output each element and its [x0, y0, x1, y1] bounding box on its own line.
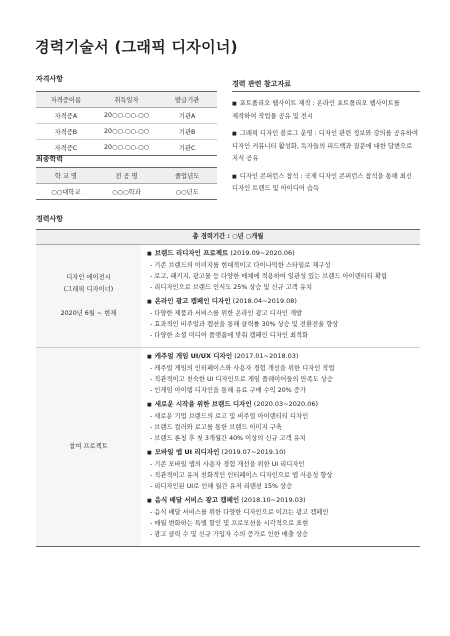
career-row-company	[36, 245, 420, 348]
cert-date: 20○○.○○.○○	[96, 140, 158, 156]
edu-header: 전 공 명	[96, 168, 158, 184]
bullet-icon: ■	[147, 498, 152, 504]
certs-table	[36, 91, 217, 156]
ref-text: 디자인 콘퍼런스 참석 : 국제 디자인 콘퍼런스 참석을 통해 최신 디자인 트렌드 및 아이디어 습득	[232, 172, 412, 192]
table-row	[36, 108, 217, 124]
project-date: (2018.10~2019.03)	[241, 496, 306, 504]
project-title: 모바일 앱 UI 리디자인	[154, 448, 220, 456]
project-point: - 직관적이고 유저 친화적인 인터페이스 디자인으로 앱 사용성 향상	[150, 472, 333, 479]
project-date: (2018.04~2019.08)	[232, 297, 297, 305]
project-point: - 기존 모바일 앱의 사용자 경험 개선을 위한 UI 리디자인	[150, 461, 305, 468]
ref-text: 포트폴리오 웹사이트 제작 : 온라인 포트폴리오 웹사이트를 제작하여 작업물 공유 및 전시	[232, 100, 400, 120]
project-list	[141, 348, 420, 546]
project-point: - 브랜드 컬러와 로고를 통한 브랜드 이미지 구축	[150, 424, 282, 431]
edu-header: 학 교 명	[36, 168, 96, 184]
list-item	[147, 447, 420, 492]
edu-heading: 최종학력	[36, 155, 64, 163]
project-date: (2019.07~2019.10)	[221, 448, 286, 456]
refs-heading: 경력 관련 참고자료	[232, 80, 291, 88]
edu-year: ○○년도	[157, 184, 217, 200]
cert-date: 20○○.○○.○○	[96, 124, 158, 140]
bullet-icon: ■	[232, 131, 237, 137]
career-row-projects	[36, 348, 420, 547]
project-point: - 매월 변화하는 특별 할인 및 프로모션을 시각적으로 표현	[150, 520, 309, 527]
cert-date: 20○○.○○.○○	[96, 108, 158, 124]
bullet-icon: ■	[147, 402, 152, 408]
list-item	[147, 495, 420, 540]
bullet-icon: ■	[232, 173, 237, 180]
cert-issuer: 기관C	[157, 140, 217, 156]
cert-issuer: 기관B	[157, 124, 217, 140]
bullet-icon: ■	[147, 450, 152, 456]
cert-issuer: 기관A	[157, 108, 217, 124]
ref-text: 그래픽 디자인 블로그 운영 : 디자인 관련 정보와 강의를 공유하여 디자인 커뮤니티 활성화, 독자들의 피드백과 질문에 대한 답변으로 지식 공유	[232, 130, 419, 162]
project-point: - 인게임 아이템 디자인을 통해 유료 구매 수익 20% 증가	[150, 387, 306, 394]
project-point: - 직관적이고 친숙한 UI 디자인으로 게임 플레이어들의 만족도 상승	[150, 376, 333, 383]
bullet-icon: ■	[147, 251, 152, 257]
table-row	[36, 140, 217, 156]
certs-heading: 자격사항	[36, 75, 64, 83]
list-item	[147, 351, 420, 396]
bullet-icon: ■	[232, 101, 237, 107]
table-row	[36, 184, 217, 200]
certs-header: 취득일자	[96, 92, 158, 108]
project-date: (2020.03~2020.06)	[253, 400, 319, 408]
certs-header: 발급기관	[157, 92, 217, 108]
projects-label-cell	[36, 348, 141, 546]
project-title: 새로운 시작을 위한 브랜드 디자인	[154, 400, 252, 408]
project-list	[141, 245, 420, 347]
company-name: 디자인 에이전시	[66, 274, 111, 281]
company-cell	[36, 245, 141, 347]
project-point: - 효과적인 비주얼과 캡션을 통해 클릭률 30% 상승 및 전환전율 향상	[150, 321, 339, 328]
project-title: 음식 배달 서비스 광고 캠페인	[154, 496, 240, 504]
edu-school: ○○대학교	[36, 184, 96, 200]
list-item	[232, 128, 420, 166]
career-heading: 경력사항	[36, 215, 64, 223]
project-point: - 다양한 제품과 서비스를 위한 온라인 광고 디자인 개발	[150, 310, 303, 317]
career-table	[36, 229, 420, 547]
list-item	[147, 248, 420, 293]
company-position: (그래픽 디자이너)	[63, 286, 114, 293]
cert-name: 자격증A	[36, 108, 96, 124]
project-point: - 리디자인된 UI로 인해 월간 유저 리텐션 15% 상승	[150, 483, 293, 490]
project-point: - 음식 배달 서비스를 위한 다양한 디자인으로 이끄는 광고 캠페인	[150, 509, 329, 516]
edu-major: ○○○학과	[96, 184, 158, 200]
edu-table	[36, 167, 217, 200]
project-point: - 로고, 패키지, 광고물 등 다양한 매체에 적용하여 일관성 있는 브랜드 아이덴티티 확립	[150, 273, 388, 280]
list-item	[147, 296, 420, 341]
table-row	[36, 124, 217, 140]
project-point: - 캐주얼 게임의 인터페이스와 사용자 경험 개선을 위한 디자인 작업	[150, 365, 335, 372]
bullet-icon: ■	[147, 299, 152, 305]
cert-name: 자격증C	[36, 140, 96, 156]
refs-list	[232, 91, 420, 201]
career-total: 총 경력기간 : ○년 ○개월	[36, 230, 420, 245]
project-date: (2017.01~2018.03)	[234, 352, 299, 360]
project-point: - 다양한 소셜 미디어 플랫폼에 맞춰 캠페인 디자인 최적화	[150, 332, 309, 339]
project-point: - 기존 브랜드의 이미지를 현대적이고 다이나믹한 스타일로 재구성	[150, 262, 331, 269]
company-period: 2020년 6월 ~ 현재	[60, 310, 117, 317]
edu-header: 졸업년도	[157, 168, 217, 184]
project-title: 캐주얼 게임 UI/UX 디자인	[154, 352, 233, 360]
bullet-icon: ■	[147, 354, 152, 360]
project-title: 온라인 광고 캠페인 디자인	[154, 297, 231, 305]
project-point: - 리디자인으로 브랜드 인식도 25% 상승 및 신규 고객 유치	[150, 284, 313, 291]
project-point: - 광고 클릭 수 및 신규 가입자 수의 증가로 인한 매출 상승	[150, 531, 309, 538]
project-title: 브랜드 리디자인 프로젝트	[154, 249, 229, 257]
project-date: (2019.09~2020.06)	[230, 249, 295, 257]
page-title: 경력기술서 (그래픽 디자이너)	[35, 38, 238, 56]
project-point: - 새로운 기업 브랜드의 로고 및 비주얼 아이덴티티 디자인	[150, 413, 309, 420]
list-item	[147, 399, 420, 444]
list-item	[232, 171, 420, 196]
projects-label: 참여 프로젝트	[69, 443, 108, 450]
project-point: - 브랜드 론칭 후 첫 3개월간 40% 이상의 신규 고객 유치	[150, 435, 306, 442]
certs-header: 자격증이름	[36, 92, 96, 108]
list-item	[232, 98, 420, 123]
cert-name: 자격증B	[36, 124, 96, 140]
